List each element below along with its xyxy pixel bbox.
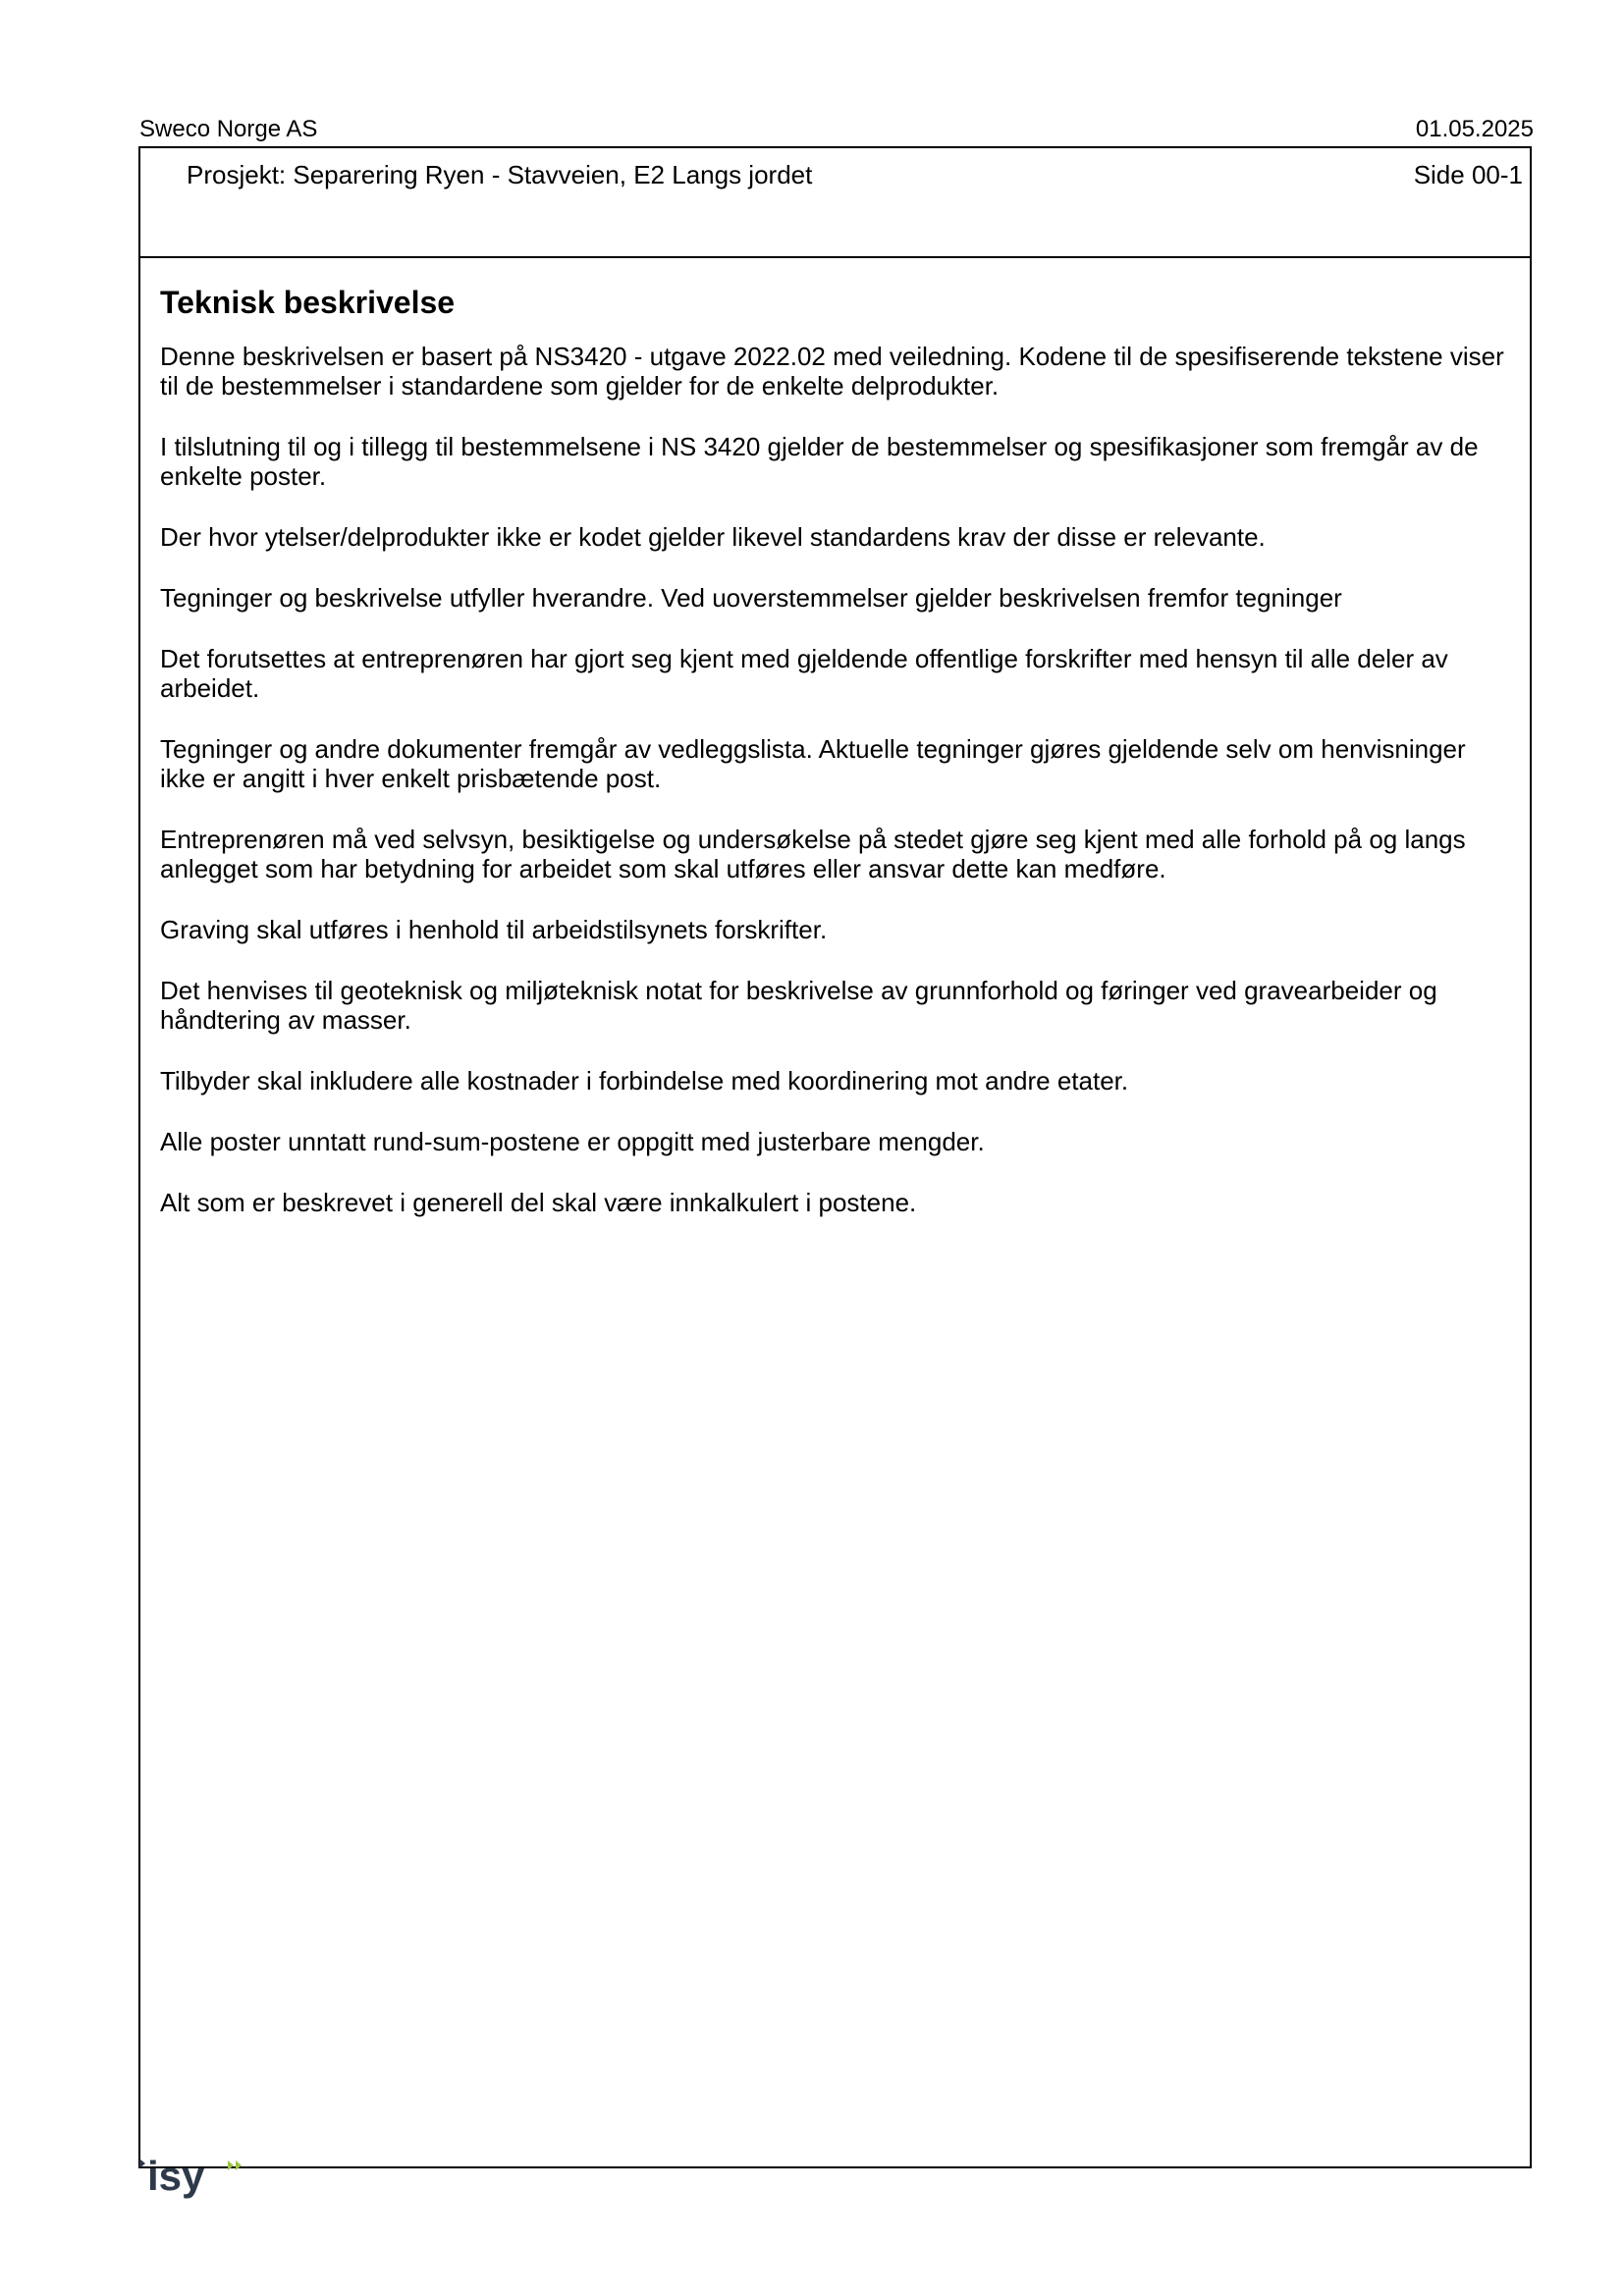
paragraph: Denne beskrivelsen er basert på NS3420 - utgave 2022.02 med veiledning. Kodene til de spesifiserende tekstene viser til de bestemmelser i standardene som gjelder for de enkelte delprodukter. [160,342,1504,400]
paragraph: Det henvises til geoteknisk og miljøteknisk notat for beskrivelse av grunnforhold og føringer ved gravearbeider og håndtering av masser. [160,976,1437,1035]
paragraph: Der hvor ytelser/delprodukter ikke er kodet gjelder likevel standardens krav der disse er relevante. [160,522,1266,552]
paragraph: I tilslutning til og i tillegg til bestemmelsene i NS 3420 gjelder de bestemmelser og spesifikasjoner som fremgår av de enkelte poster. [160,432,1479,491]
document-body [160,284,1515,1249]
document-date: 01.05.2025 [1415,116,1534,142]
paragraph: Tegninger og beskrivelse utfyller hverandre. Ved uoverstemmelser gjelder beskrivelsen fremfor tegninger [160,583,1342,613]
page-frame [138,146,1532,2168]
paragraph: Tegninger og andre dokumenter fremgår av vedleggslista. Aktuelle tegninger gjøres gjeldende selv om henvisninger ikke er angitt i hver enkelt prisbætende post. [160,734,1466,793]
paragraph: Entreprenøren må ved selvsyn, besiktigelse og undersøkelse på stedet gjøre seg kjent med alle forhold på og langs anlegget som har betydning for arbeidet som skal utføres eller ansvar dette kan medføre. [160,825,1466,883]
section-title: Teknisk beskrivelse [160,285,456,320]
paragraph: Det forutsettes at entreprenøren har gjort seg kjent med gjeldende offentlige forskrifter med hensyn til alle deler av arbeidet. [160,644,1448,703]
paragraph: Alle poster unntatt rund-sum-postene er oppgitt med justerbare mengder. [160,1127,985,1156]
project-header [140,148,1530,258]
company-name: Sweco Norge AS [139,116,318,142]
paragraph: Tilbyder skal inkludere alle kostnader i forbindelse med koordinering mot andre etater. [160,1066,1129,1095]
page-number: Side 00-1 [1413,160,1523,189]
isy-logo [137,2155,245,2200]
paragraph: Graving skal utføres i henhold til arbeidstilsynets forskrifter. [160,915,828,944]
project-title: Prosjekt: Separering Ryen - Stavveien, E2 Langs jordet [187,160,813,189]
paragraph: Alt som er beskrevet i generell del skal være innkalkulert i postene. [160,1188,917,1217]
svg-text:isy: isy [147,2155,205,2199]
